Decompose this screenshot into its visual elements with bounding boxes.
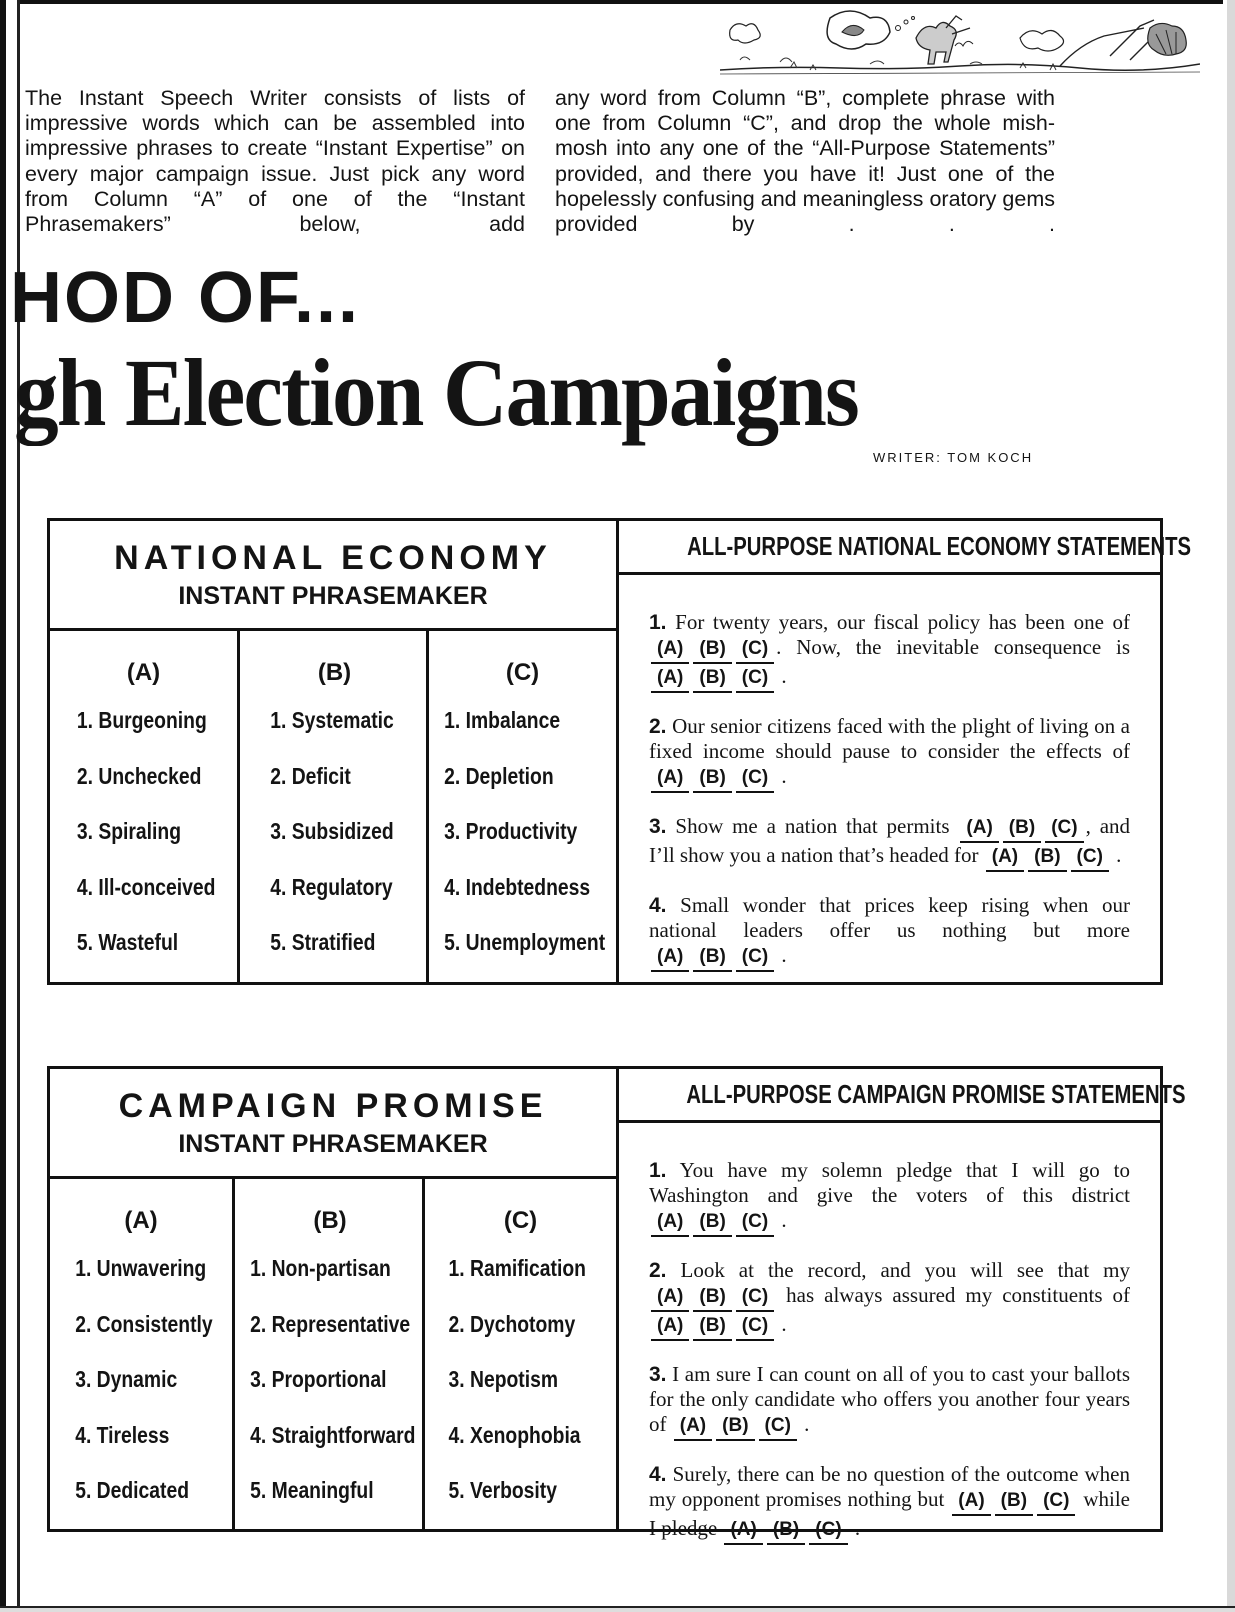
promise-statement-1: 1. You have my solemn pledge that I will go to Washington and give the voters of this district (A) (B) (C) . bbox=[649, 1158, 1130, 1237]
word-option: 1. Burgeoning bbox=[76, 707, 207, 733]
word-option: 5. Unemployment bbox=[444, 929, 606, 955]
word-option: 3. Subsidized bbox=[270, 818, 394, 844]
national-economy-box bbox=[47, 518, 1192, 985]
word-option: 1. Imbalance bbox=[444, 707, 561, 733]
promise-phrasemaker-panel bbox=[50, 1069, 619, 1529]
headline-line-2: gh Election Campaigns bbox=[14, 339, 858, 446]
word-option: 2. Depletion bbox=[444, 762, 554, 789]
word-option: 2. Consistently bbox=[75, 1310, 213, 1337]
word-option: 4. Straightforward bbox=[250, 1421, 416, 1448]
economy-statement-3: 3. Show me a nation that permits (A) (B) (C) , and I’ll show you a nation that’s headed for (A) (B) (C) . bbox=[649, 814, 1130, 872]
word-option: 4. Ill-conceived bbox=[76, 873, 216, 900]
word-option: 2. Deficit bbox=[270, 762, 351, 789]
headline-line-1: HOD OF... bbox=[10, 258, 361, 338]
promise-statement-4: 4. Surely, there can be no question of the outcome when my opponent promises nothing but (A) (B) (C) while I pledge (A) (B) (C) . bbox=[649, 1462, 1130, 1545]
intro-right-text: any word from Column “B”, complete phrase with one from Column “C”, and drop the whole mish-mosh into any one of the “All-Purpose Statements” provided, and there you have it! Just one of the hopelessly confusing and meaningless oratory gems provided by . . . bbox=[555, 86, 1055, 237]
economy-column-b bbox=[237, 631, 429, 982]
promise-word-columns bbox=[50, 1179, 616, 1529]
word-option: 5. Meaningful bbox=[250, 1477, 374, 1503]
economy-statement-1: 1. For twenty years, our fiscal policy has been one of (A) (B) (C) . Now, the inevitable consequence is (A) (B) (C) . bbox=[649, 610, 1130, 693]
column-header: (A) bbox=[126, 659, 161, 686]
word-option: 2. Dychotomy bbox=[448, 1310, 576, 1337]
word-option: 3. Nepotism bbox=[448, 1366, 559, 1392]
column-header: (C) bbox=[503, 1207, 538, 1234]
promise-column-c bbox=[422, 1179, 616, 1529]
word-option: 2. Representative bbox=[250, 1310, 411, 1337]
promise-panel-header bbox=[50, 1069, 616, 1179]
intro-column-left bbox=[25, 86, 525, 237]
economy-panel-header bbox=[50, 521, 616, 631]
word-option: 4. Xenophobia bbox=[448, 1421, 581, 1448]
word-option: 1. Systematic bbox=[270, 707, 394, 733]
campaign-promise-box bbox=[47, 1066, 1186, 1540]
promise-column-b bbox=[232, 1179, 425, 1529]
word-option: 3. Productivity bbox=[444, 818, 578, 844]
writer-credit: WRITER: TOM KOCH bbox=[873, 450, 1034, 465]
promise-statement-2: 2. Look at the record, and you will see that my (A) (B) (C) has always assured my constituents of (A) (B) (C) . bbox=[649, 1258, 1130, 1341]
word-option: 4. Indebtedness bbox=[444, 873, 591, 900]
column-header: (B) bbox=[317, 659, 352, 686]
economy-panel-title: NATIONAL ECONOMY bbox=[114, 539, 552, 577]
word-option: 4. Regulatory bbox=[270, 873, 393, 900]
economy-column-a bbox=[50, 631, 237, 982]
word-option: 5. Stratified bbox=[270, 929, 376, 955]
economy-panel-subtitle: INSTANT PHRASEMAKER bbox=[178, 582, 488, 610]
promise-panel-title: CAMPAIGN PROMISE bbox=[118, 1087, 548, 1125]
word-option: 1. Unwavering bbox=[75, 1255, 207, 1281]
column-header: (C) bbox=[505, 659, 540, 686]
intro-column-right bbox=[555, 86, 1055, 237]
word-option: 3. Dynamic bbox=[75, 1366, 178, 1392]
word-option: 4. Tireless bbox=[75, 1421, 170, 1448]
column-header: (B) bbox=[313, 1207, 347, 1234]
word-option: 2. Unchecked bbox=[76, 762, 202, 789]
economy-statement-4: 4. Small wonder that prices keep rising when our national leaders offer us nothing but more (A) (B) (C) . bbox=[649, 893, 1130, 972]
word-option: 5. Wasteful bbox=[76, 929, 179, 955]
page-left-edge bbox=[0, 0, 20, 1612]
economy-phrasemaker-panel bbox=[50, 521, 619, 982]
word-option: 5. Verbosity bbox=[448, 1477, 557, 1503]
promise-column-a bbox=[50, 1179, 232, 1529]
column-header: (A) bbox=[124, 1207, 158, 1234]
economy-statements-panel bbox=[616, 521, 1192, 982]
word-option: 3. Proportional bbox=[250, 1366, 387, 1392]
economy-word-columns bbox=[50, 631, 616, 982]
intro-left-text: The Instant Speech Writer consists of lists of impressive words which can be assembled into impressive phrases to create “Instant Expertise” on every major campaign issue. Just pick any word from Column “A” of one of the “Instant Phrasemakers” below, add bbox=[25, 86, 525, 237]
promise-statement-3: 3. I am sure I can count on all of you to cast your ballots for the only candidate who offers you another four years of (A) (B) (C) . bbox=[649, 1362, 1130, 1441]
word-option: 1. Non-partisan bbox=[250, 1255, 391, 1281]
page-top-border bbox=[0, 0, 1235, 4]
economy-statement-2: 2. Our senior citizens faced with the plight of living on a fixed income should pause to consider the effects of (A) (B) (C) . bbox=[649, 714, 1130, 793]
word-option: 1. Ramification bbox=[448, 1255, 586, 1281]
promise-panel-subtitle: INSTANT PHRASEMAKER bbox=[178, 1130, 488, 1158]
promise-statements-panel bbox=[616, 1069, 1186, 1540]
page-right-edge bbox=[1223, 0, 1235, 1612]
word-option: 3. Spiraling bbox=[76, 818, 182, 844]
word-option: 5. Dedicated bbox=[75, 1477, 190, 1503]
economy-statements-title: ALL-PURPOSE NATIONAL ECONOMY STATEMENTS bbox=[616, 521, 1160, 575]
promise-statements-title: ALL-PURPOSE CAMPAIGN PROMISE STATEMENTS bbox=[616, 1069, 1160, 1123]
economy-column-c bbox=[426, 631, 616, 982]
page-bottom-edge bbox=[0, 1606, 1235, 1612]
marginal-cartoon-illustration bbox=[720, 8, 1200, 84]
